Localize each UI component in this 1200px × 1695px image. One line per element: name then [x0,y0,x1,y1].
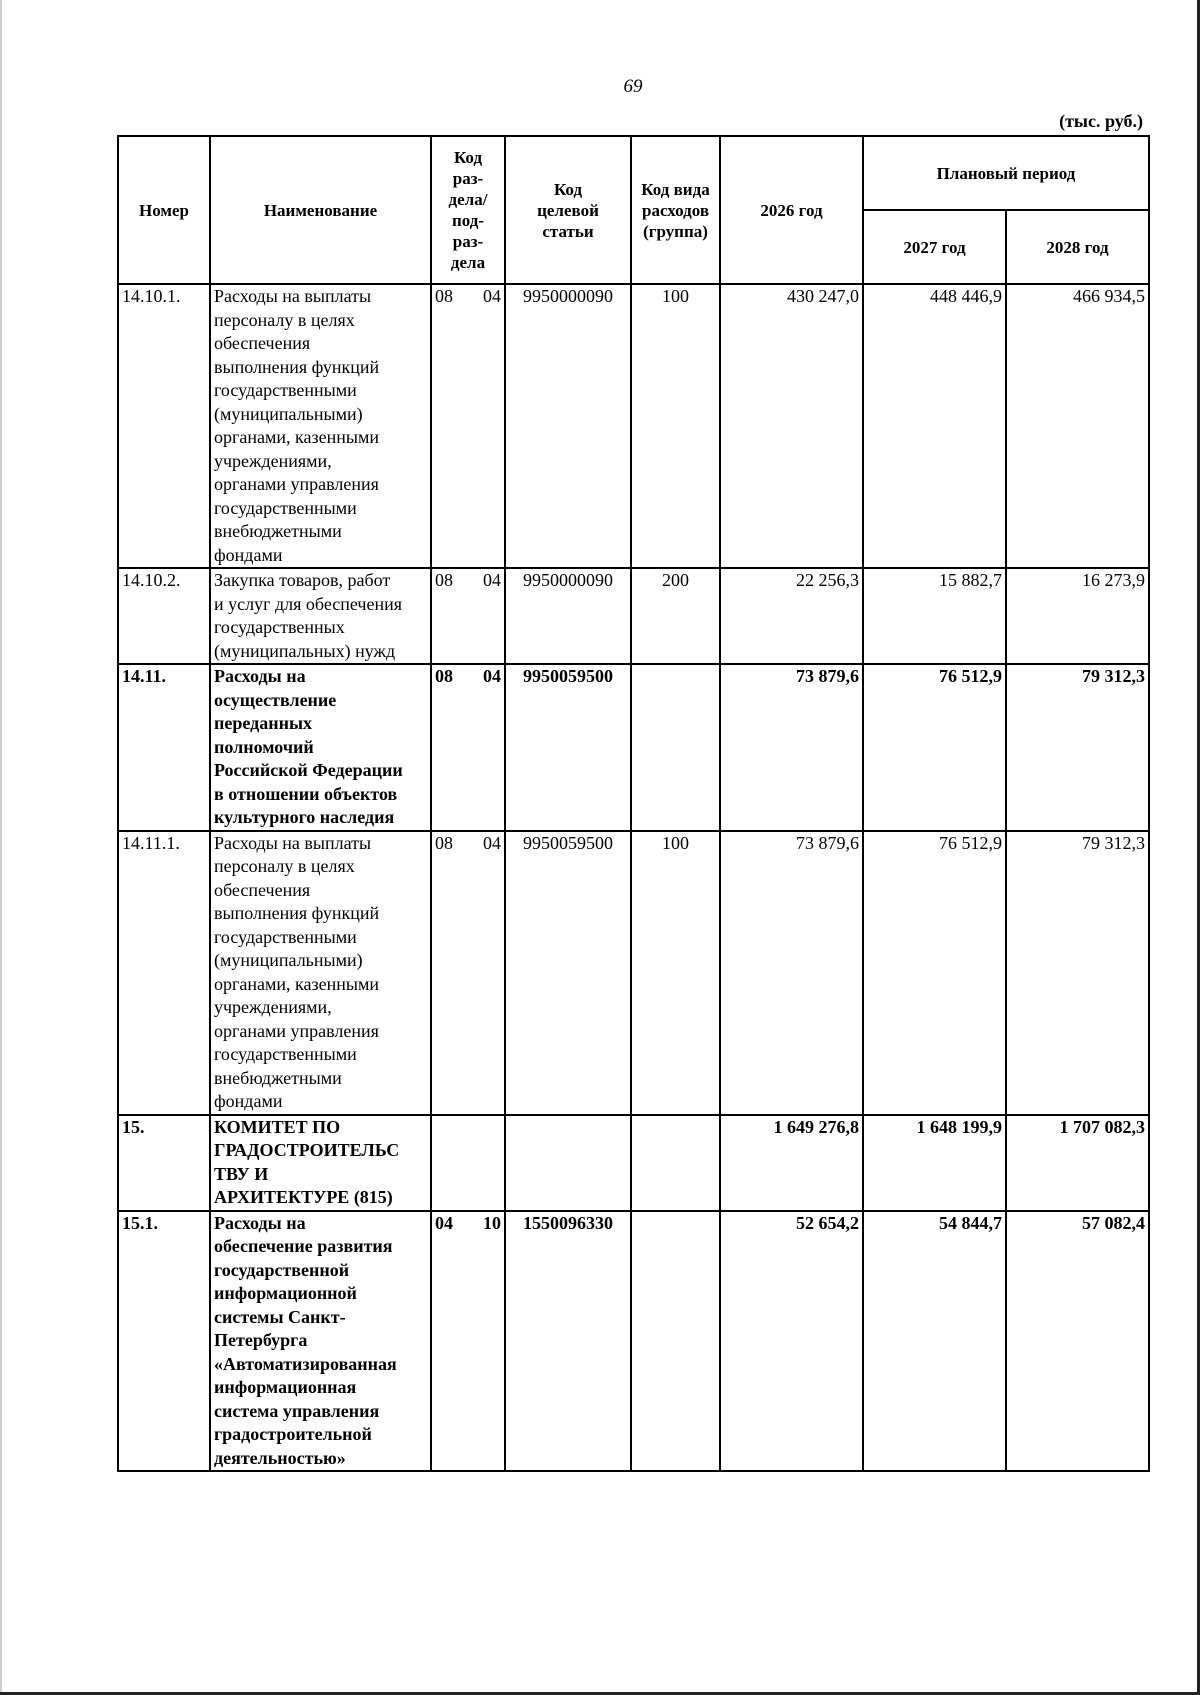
header-2028: 2028 год [1006,210,1149,284]
header-section-line: под- [451,211,485,230]
units-label: (тыс. руб.) [1059,111,1143,131]
row-name-line: выполнения функций [214,356,380,377]
row-name-line: обеспечения [214,333,311,353]
header-target-line: статьи [542,221,594,241]
subsection-code: 04 [483,832,501,853]
row-name-line: Расходы на выплаты [214,832,372,853]
row-name-line: Петербурга [214,1330,308,1350]
row-amount-2027: 15 882,7 [863,568,1006,664]
section-code: 08 [435,286,453,306]
row-amount-2027: 448 446,9 [863,284,1006,568]
row-name-line: в отношении объектов [214,783,398,804]
row-name [210,664,431,831]
row-name-line: информационной [214,1283,357,1303]
row-expense-kind: 100 [631,831,720,1115]
row-name-line: системы Санкт- [214,1306,346,1327]
row-name-line: (муниципальными) [214,403,363,424]
row-name-line: государственными [214,380,357,400]
table-row [118,1115,1149,1211]
table-row [118,664,1149,831]
row-name-line: обеспечения [214,879,311,900]
header-row-top [118,136,1149,210]
header-kind-line: расходов [642,200,709,220]
row-name-line: учреждениями, [214,450,332,471]
row-name-line: органами, казенными [214,427,379,447]
row-name-line: ТВУ И [214,1163,269,1184]
table-row [118,1211,1149,1472]
row-name-line: Расходы на [214,666,306,686]
row-name-line: учреждениями, [214,997,332,1017]
row-section-code [431,284,505,568]
row-name-line: КОМИТЕТ ПО [214,1116,341,1137]
header-expense-kind [631,136,720,284]
row-number: 15.1. [118,1211,210,1472]
row-name-line: ГРАДОСТРОИТЕЛЬС [214,1140,400,1160]
section-code: 08 [435,832,453,853]
section-code: 04 [435,1212,453,1233]
header-section-line: дела/ [448,190,488,209]
row-name-line: персоналу в целях [214,856,355,876]
row-name-line: «Автоматизированная [214,1353,397,1374]
row-name [210,831,431,1115]
row-target-code: 9950000090 [505,568,631,664]
row-name-line: градостроительной [214,1424,372,1444]
row-target-code [505,1115,631,1211]
header-section-line: раз- [452,232,484,251]
subsection-code: 10 [483,1212,501,1233]
row-amount-2028: 1 707 082,3 [1006,1115,1149,1211]
header-target-line: целевой [537,200,599,220]
row-expense-kind [631,1211,720,1472]
row-number: 14.11.1. [118,831,210,1115]
row-name [210,1115,431,1211]
subsection-code: 04 [483,570,501,590]
row-amount-2028: 79 312,3 [1006,831,1149,1115]
row-name-line: фондами [214,1091,283,1111]
row-name-line: органами, казенными [214,973,379,994]
row-amount-2027: 54 844,7 [863,1211,1006,1472]
row-number: 14.11. [118,664,210,831]
row-name [210,568,431,664]
header-section-line: Код [453,148,483,167]
table-row [118,284,1149,568]
row-expense-kind [631,664,720,831]
row-name-line: органами управления [214,1020,379,1041]
row-target-code: 9950059500 [505,664,631,831]
header-target-code [505,136,631,284]
row-name-line: государственными [214,926,357,947]
row-amount-2028: 466 934,5 [1006,284,1149,568]
row-name-line: органами управления [214,474,379,494]
row-amount-2026: 73 879,6 [720,664,863,831]
header-target-line: Код [553,179,583,199]
row-amount-2028: 79 312,3 [1006,664,1149,831]
table-row [118,831,1149,1115]
row-name [210,1211,431,1472]
row-name-line: Расходы на [214,1212,306,1233]
header-section-line: дела [450,253,486,272]
row-name-line: фондами [214,544,283,565]
row-name-line: Российской Федерации [214,760,403,780]
section-code: 08 [435,570,453,590]
row-target-code: 1550096330 [505,1211,631,1472]
row-name-line: государственных [214,617,345,637]
header-2026: 2026 год [720,136,863,284]
row-section-code [431,1211,505,1472]
subsection-code: 04 [483,666,501,686]
header-number: Номер [118,136,210,284]
row-name-line: внебюджетными [214,1067,342,1088]
table-row [118,568,1149,664]
row-amount-2026: 22 256,3 [720,568,863,664]
row-name-line: культурного наследия [214,807,395,827]
row-name [210,284,431,568]
budget-table [117,135,1150,1472]
row-amount-2026: 52 654,2 [720,1211,863,1472]
row-name-line: АРХИТЕКТУРЕ (815) [214,1187,393,1207]
row-amount-2027: 76 512,9 [863,664,1006,831]
row-number: 15. [118,1115,210,1211]
row-name-line: внебюджетными [214,521,342,541]
row-name-line: информационная [214,1377,357,1397]
row-name-line: осуществление [214,689,337,710]
row-amount-2028: 57 082,4 [1006,1211,1149,1472]
row-name-line: государственными [214,497,357,518]
row-amount-2026: 73 879,6 [720,831,863,1115]
row-name-line: Расходы на выплаты [214,286,372,306]
row-name-line: персоналу в целях [214,309,355,330]
header-planned-period: Плановый период [863,136,1149,210]
row-name-line: система управления [214,1400,380,1421]
row-expense-kind: 100 [631,284,720,568]
row-section-code [431,568,505,664]
row-name-line: полномочий [214,736,314,757]
row-number: 14.10.1. [118,284,210,568]
section-code: 08 [435,666,453,686]
row-number: 14.10.2. [118,568,210,664]
row-target-code: 9950000090 [505,284,631,568]
row-section-code [431,1115,505,1211]
row-section-code [431,664,505,831]
row-amount-2026: 430 247,0 [720,284,863,568]
row-amount-2027: 1 648 199,9 [863,1115,1006,1211]
row-amount-2026: 1 649 276,8 [720,1115,863,1211]
budget-table-body [118,284,1149,1471]
header-section-code [431,136,505,284]
row-name-line: деятельностью» [214,1447,346,1468]
row-amount-2027: 76 512,9 [863,831,1006,1115]
header-section-line: раз- [452,169,484,188]
header-2027: 2027 год [863,210,1006,284]
row-expense-kind [631,1115,720,1211]
header-kind-line: (группа) [643,221,708,241]
page-number: 69 [623,76,643,97]
row-name-line: и услуг для обеспечения [214,593,403,614]
row-expense-kind: 200 [631,568,720,664]
scan-edge-left [0,0,2,1695]
row-name-line: государственными [214,1044,357,1064]
row-amount-2028: 16 273,9 [1006,568,1149,664]
row-target-code: 9950059500 [505,831,631,1115]
row-name-line: государственной [214,1259,350,1280]
row-section-code [431,831,505,1115]
row-name-line: Закупка товаров, работ [214,570,391,590]
header-name: Наименование [210,136,431,284]
row-name-line: обеспечение развития [214,1236,393,1256]
row-name-line: (муниципальными) [214,950,363,970]
header-kind-line: Код вида [641,179,710,199]
row-name-line: выполнения функций [214,903,380,923]
subsection-code: 04 [483,286,501,306]
row-name-line: переданных [214,713,313,733]
row-name-line: (муниципальных) нужд [214,640,396,661]
